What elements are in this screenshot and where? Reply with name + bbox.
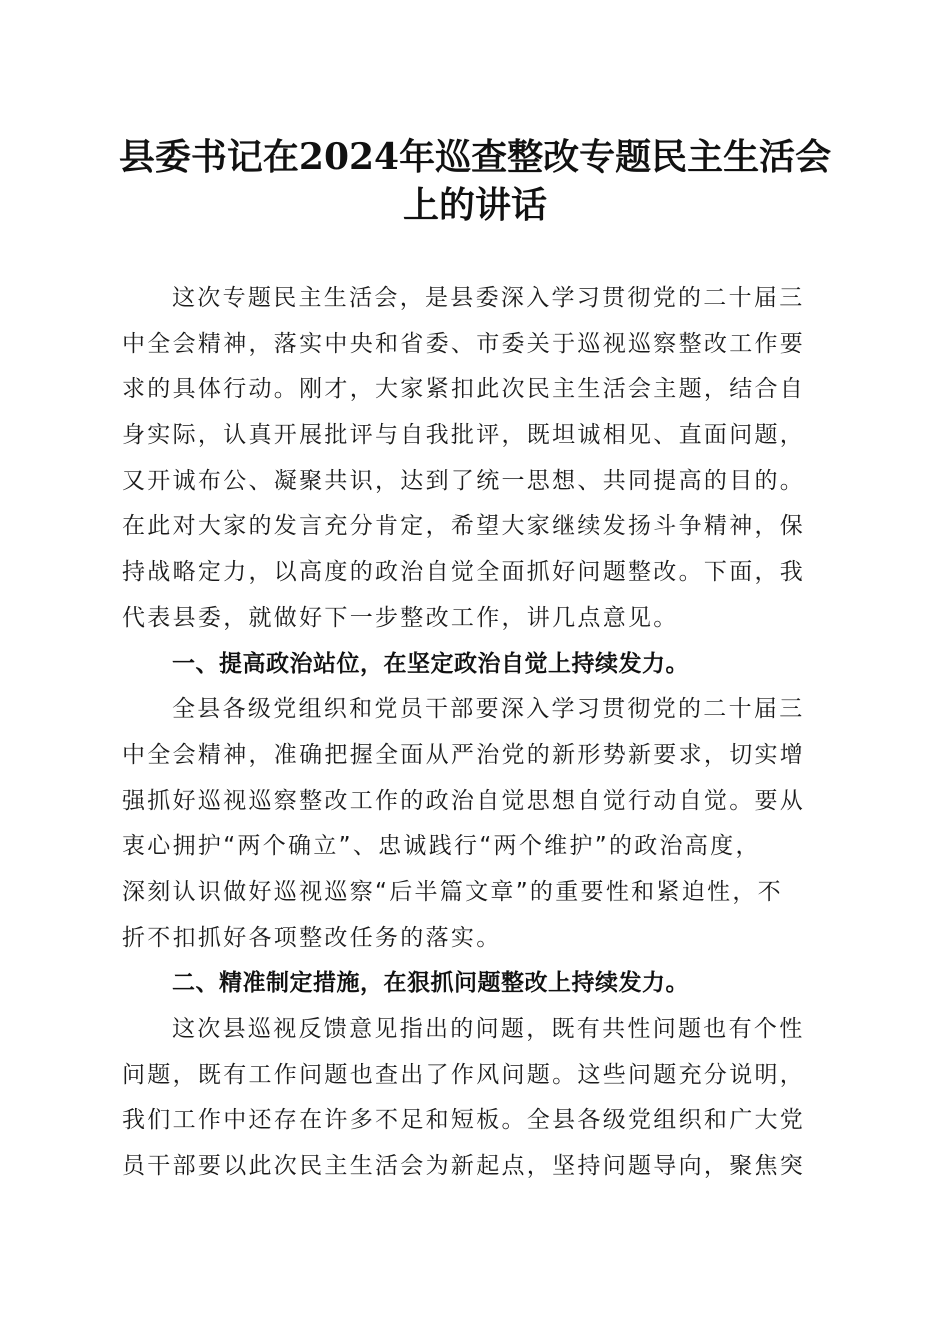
text-line: 问题，既有工作问题也查出了作风问题。这些问题充分说明， xyxy=(122,1061,806,1088)
text-line: 身实际，认真开展批评与自我批评，既坦诚相见、直面问题， xyxy=(122,422,806,449)
text-line: 持战略定力，以高度的政治自觉全面抓好问题整改。下面，我 xyxy=(122,559,806,586)
title-line: 县委书记在2024年巡查整改专题民主生活会 xyxy=(118,136,832,178)
text-line: 求的具体行动。刚才，大家紧扣此次民主生活会主题，结合自 xyxy=(122,376,806,403)
section-heading-2: 二、精准制定措施，在狠抓问题整改上持续发力。 xyxy=(172,970,689,997)
text-line: 深刻认识做好巡视巡察“后半篇文章”的重要性和紧迫性，不 xyxy=(122,878,783,905)
text-line: 这次专题民主生活会，是县委深入学习贯彻党的二十届三 xyxy=(172,285,805,311)
paragraph-section-1 xyxy=(122,687,828,961)
document-body xyxy=(122,276,828,1190)
section-heading-1: 一、提高政治站位，在坚定政治自觉上持续发力。 xyxy=(172,650,689,677)
title-line: 上的讲话 xyxy=(402,184,547,226)
document-title xyxy=(100,133,850,229)
paragraph-section-2 xyxy=(122,1007,828,1190)
text-line: 代表县委，就做好下一步整改工作，讲几点意见。 xyxy=(122,604,679,631)
text-line: 衷心拥护“两个确立”、忠诚践行“两个维护”的政治高度， xyxy=(122,833,761,860)
text-line: 我们工作中还存在许多不足和短板。全县各级党组织和广大党 xyxy=(122,1107,806,1134)
text-line: 这次县巡视反馈意见指出的问题，既有共性问题也有个性 xyxy=(172,1016,805,1042)
text-line: 又开诚布公、凝聚共识，达到了统一思想、共同提高的目的。 xyxy=(122,467,806,494)
text-line: 员干部要以此次民主生活会为新起点，坚持问题导向，聚焦突 xyxy=(122,1153,806,1180)
paragraph-intro xyxy=(122,276,828,642)
text-line: 强抓好巡视巡察整改工作的政治自觉思想自觉行动自觉。要从 xyxy=(122,787,806,814)
text-line: 折不扣抓好各项整改任务的落实。 xyxy=(122,924,502,951)
text-line: 全县各级党组织和党员干部要深入学习贯彻党的二十届三 xyxy=(172,696,805,723)
text-line: 在此对大家的发言充分肯定，希望大家继续发扬斗争精神，保 xyxy=(122,513,806,540)
text-line: 中全会精神，准确把握全面从严治党的新形势新要求，切实增 xyxy=(122,741,806,768)
text-line: 中全会精神，落实中央和省委、市委关于巡视巡察整改工作要 xyxy=(122,330,806,357)
